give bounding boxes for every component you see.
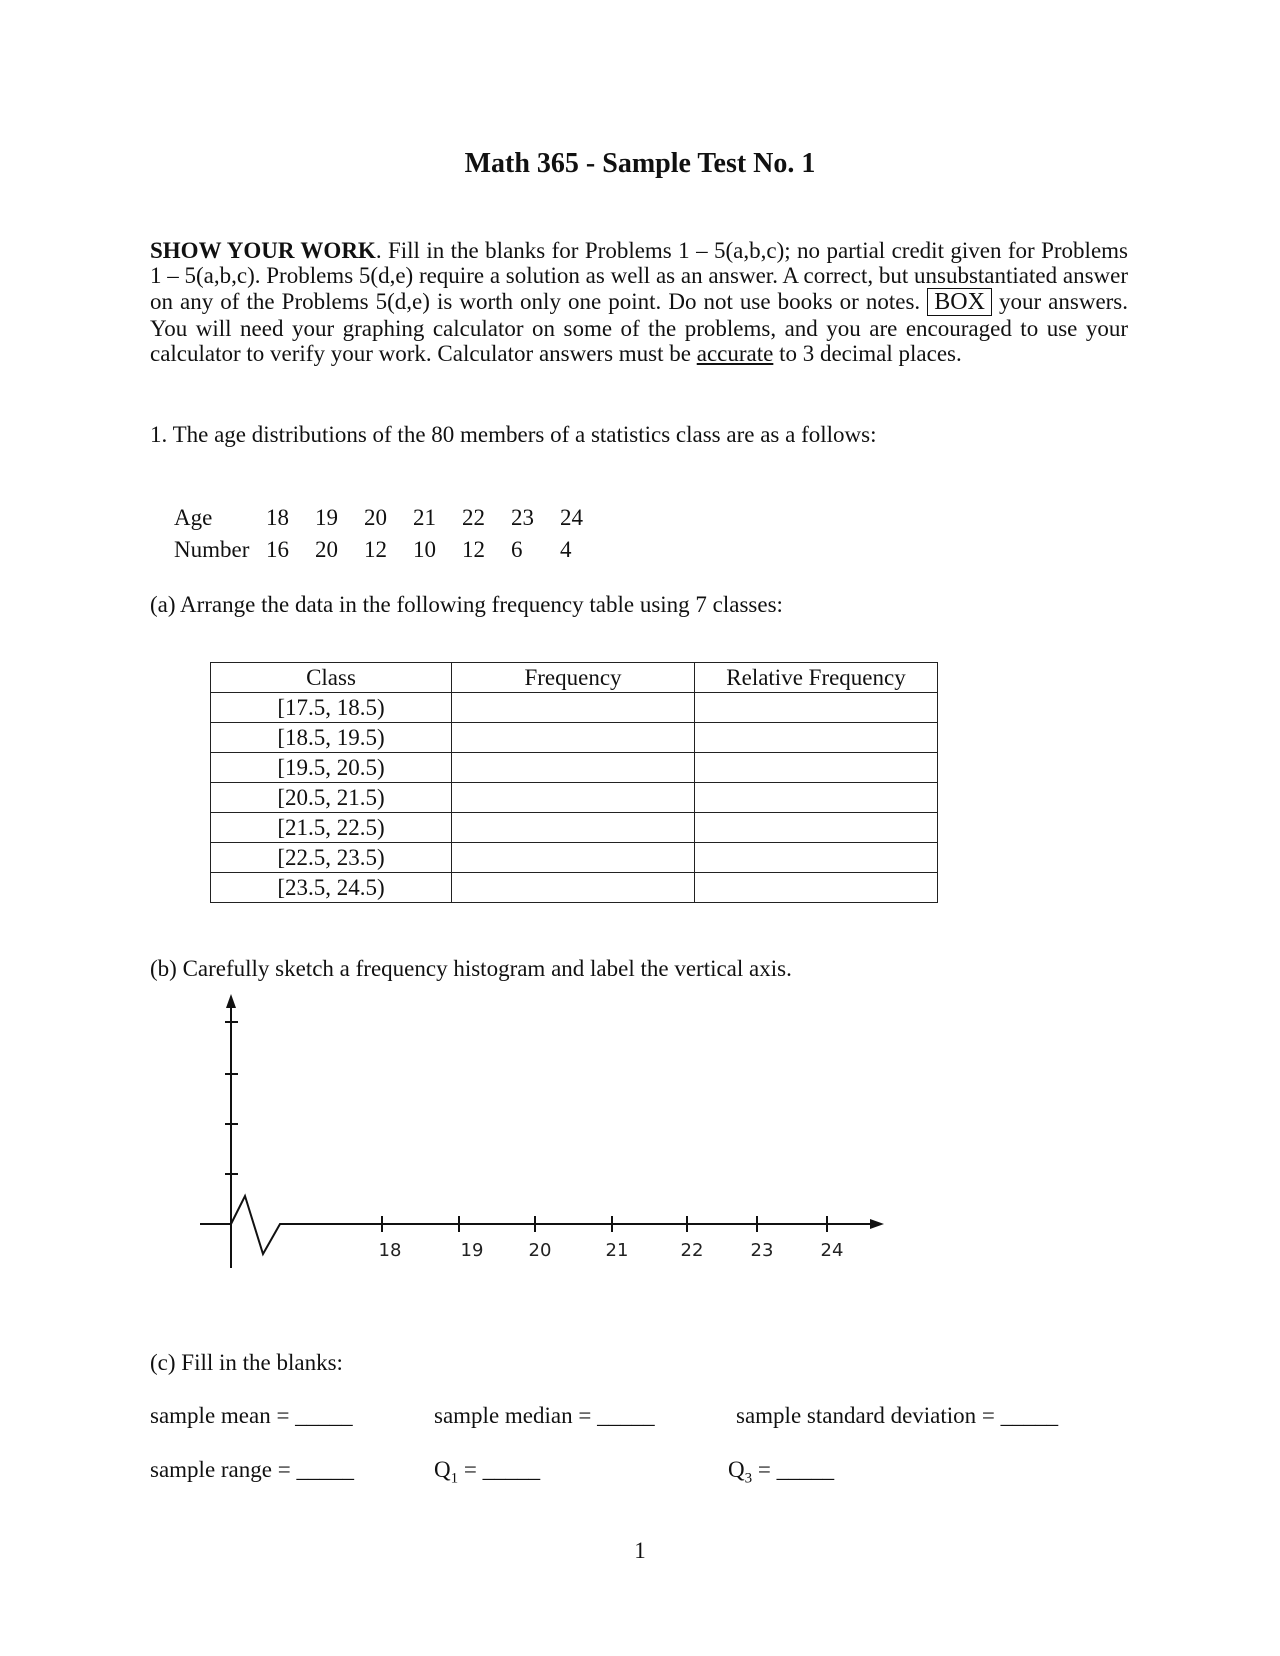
number-value: 6 — [511, 537, 523, 562]
q1-label: Q — [434, 1457, 451, 1482]
class-interval: [18.5, 19.5) — [211, 723, 452, 753]
accurate-underlined: accurate — [696, 341, 774, 366]
class-interval: [17.5, 18.5) — [211, 693, 452, 723]
number-value: 4 — [560, 537, 572, 562]
number-label: Number — [174, 537, 250, 562]
number-value: 20 — [315, 537, 338, 562]
class-interval: [23.5, 24.5) — [211, 873, 452, 903]
x-tick-label: 22 — [680, 1240, 704, 1261]
sample-std-blank[interactable]: sample standard deviation = _____ — [736, 1403, 1059, 1428]
age-value: 18 — [266, 505, 289, 530]
number-value: 12 — [364, 537, 387, 562]
header-class: Class — [211, 663, 452, 693]
x-tick-label: 19 — [460, 1240, 484, 1261]
x-tick-label: 23 — [750, 1240, 774, 1261]
instructions-part1: . Fill in the blanks for Problems 1 – 5(a,b,c); no partial credit given for Problems 1 – 5(a,b,c). Problems 5(d,e) require a solution as well as an answer. A correct, but unsubstantiated answer on any of the Problems 5(d,e) is worth only one point. Do not use books or notes. — [150, 238, 1128, 314]
instructions-part2: your answers. You will need your graphing calculator on some of the problems, and you are encouraged to use your calculator to verify your work. Calculator answers must be — [150, 289, 1129, 366]
q3-subscript: 3 — [744, 1470, 753, 1487]
number-value: 12 — [462, 537, 485, 562]
age-value: 23 — [511, 505, 534, 530]
header-frequency: Frequency — [452, 663, 695, 693]
x-tick-label: 20 — [528, 1240, 552, 1261]
q3-rest: = _____ — [752, 1457, 835, 1482]
q1-rest: = _____ — [458, 1457, 541, 1482]
page-title: Math 365 - Sample Test No. 1 — [464, 148, 816, 179]
part-a-text: (a) Arrange the data in the following frequency table using 7 classes: — [150, 592, 783, 617]
x-tick-label: 18 — [378, 1240, 402, 1261]
age-value: 20 — [364, 505, 387, 530]
q3-label: Q — [728, 1457, 745, 1482]
x-axis-ticks — [379, 1216, 844, 1261]
part-c-text: (c) Fill in the blanks: — [150, 1350, 343, 1375]
page-number: 1 — [634, 1538, 646, 1563]
instructions-lead: SHOW YOUR WORK — [150, 238, 376, 263]
box-word: BOX — [927, 288, 992, 316]
problem-1-text: 1. The age distributions of the 80 members of a statistics class are as a follows: — [150, 422, 877, 447]
age-value: 21 — [413, 505, 436, 530]
age-value: 24 — [560, 505, 583, 530]
part-b-text: (b) Carefully sketch a frequency histogram and label the vertical axis. — [150, 956, 792, 981]
x-tick-label: 21 — [605, 1240, 629, 1261]
number-value: 16 — [266, 537, 289, 562]
age-value: 22 — [462, 505, 485, 530]
class-interval: [19.5, 20.5) — [211, 753, 452, 783]
class-interval: [20.5, 21.5) — [211, 783, 452, 813]
age-value: 19 — [315, 505, 338, 530]
q1-blank[interactable] — [434, 1457, 540, 1488]
header-relative-frequency: Relative Frequency — [695, 663, 938, 693]
sample-median-blank[interactable]: sample median = _____ — [434, 1403, 655, 1428]
sample-mean-blank[interactable]: sample mean = _____ — [150, 1403, 353, 1428]
number-value: 10 — [413, 537, 436, 562]
q1-subscript: 1 — [450, 1470, 459, 1487]
sample-range-blank[interactable]: sample range = _____ — [150, 1457, 354, 1482]
instructions-part3: to 3 decimal places. — [773, 341, 962, 366]
class-interval: [21.5, 22.5) — [211, 813, 452, 843]
x-tick-label: 24 — [820, 1240, 844, 1261]
class-interval: [22.5, 23.5) — [211, 843, 452, 873]
y-axis-arrow — [226, 994, 236, 1008]
q3-blank[interactable] — [728, 1457, 834, 1488]
x-axis-arrow — [870, 1219, 884, 1229]
age-label: Age — [174, 505, 213, 530]
